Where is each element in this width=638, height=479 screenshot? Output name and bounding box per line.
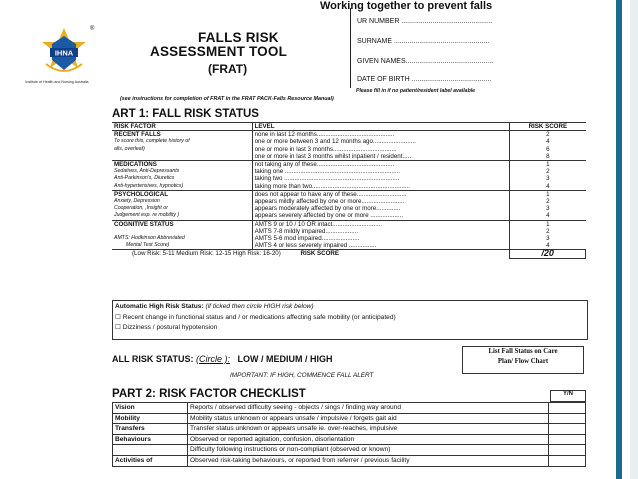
svg-text:IHNA: IHNA — [54, 48, 74, 58]
risk-status-options[interactable]: LOW / MEDIUM / HIGH — [237, 354, 333, 364]
checklist-value: Observed risk-taking behaviours, or reported from referrer / previous facility — [188, 455, 549, 466]
table-row — [112, 190, 586, 198]
auto-high-item-functional[interactable]: ☐ Recent change in functional status and / or medications affecting safe mobility (or anticipated) — [115, 314, 396, 321]
level-text[interactable]: not taking any of these............................................. — [252, 161, 510, 169]
table-row — [113, 424, 586, 435]
level-score: 4 — [510, 138, 586, 145]
level-score: 2 — [510, 228, 586, 235]
checklist-value: Observed or reported agitation, confusion, disorientation — [188, 434, 549, 445]
left-panel — [0, 0, 108, 479]
surname-field[interactable]: SURNAME ................................................. — [357, 38, 490, 45]
factor-sub: Anxiety, Depression — [112, 198, 252, 205]
level-score: 2 — [510, 168, 586, 175]
checklist-key: Activities of — [113, 455, 188, 466]
instructions-note: (see instructions for completion of FRAT in the FRAT PACK-Falls Resource Manual) — [120, 96, 334, 102]
level-text[interactable]: AMTS 9 or 10 / 10 OR intact............................. — [252, 220, 510, 228]
ur-number-field[interactable]: UR NUMBER ............................................... — [357, 18, 493, 25]
table-row — [112, 153, 586, 161]
care-plan-box — [462, 346, 584, 374]
header-risk-factor: RISK FACTOR — [112, 123, 252, 131]
table-row — [112, 228, 586, 235]
auto-high-title: Automatic High Risk Status: — [115, 303, 204, 310]
level-text[interactable]: does not appear to have any of these............................. — [252, 190, 510, 198]
table-row — [112, 138, 586, 145]
factor-name: RECENT FALLS — [112, 131, 252, 139]
level-text[interactable]: appears severely affected by one or more ................... — [254, 212, 404, 220]
table-row — [113, 403, 586, 414]
level-text[interactable]: none in last 12 months............................................. — [252, 131, 510, 139]
factor-sub: Anti-hypertensives, hypnotics) — [112, 183, 252, 191]
checklist-key: Mobility — [113, 413, 188, 424]
patient-id-box — [350, 8, 591, 88]
risk-score-label: RISK SCORE — [300, 250, 340, 258]
auto-high-risk-box — [112, 300, 588, 340]
risk-bands: (Low Risk: 5-11 Medium Risk: 12-15 High Risk: 16-20) — [132, 250, 281, 258]
table-row — [112, 131, 586, 139]
level-score: 1 — [510, 190, 586, 198]
checklist-yn-cell[interactable] — [549, 403, 586, 414]
level-score: 6 — [510, 146, 586, 153]
registered-mark: ® — [90, 26, 95, 32]
level-score: 4 — [510, 212, 586, 220]
factor-sub: Anti-Parkinson's, Diuretics — [112, 175, 252, 182]
factor-sub: Sedatives, Anti-Depressants — [112, 168, 252, 175]
circle-instruction: (Circle ): — [196, 354, 231, 364]
title-line-3: (FRAT) — [208, 62, 248, 76]
auto-high-note: (if ticked then circle HIGH risk below) — [205, 303, 314, 310]
factor-name: COGNITIVE STATUS — [112, 220, 252, 228]
level-score: 4 — [510, 242, 586, 250]
patient-label-note: Please fill in if no patient/resident label available — [356, 88, 476, 94]
level-score: 4 — [510, 183, 586, 191]
checklist-value: Mobility status unknown or appears unsafe / impulsive / forgets gait aid — [188, 413, 549, 424]
factor-name: MEDICATIONS — [112, 161, 252, 169]
fall-risk-status-label: ALL RISK STATUS: — [112, 354, 194, 364]
table-row — [113, 434, 586, 445]
checklist-yn-cell[interactable] — [549, 413, 586, 424]
part1-heading: ART 1: FALL RISK STATUS — [112, 108, 259, 120]
level-text[interactable]: one or more in last 3 months..................................... — [254, 145, 397, 153]
risk-checklist-table — [112, 402, 586, 467]
checklist-yn-cell[interactable] — [549, 445, 586, 456]
checklist-value: Transfer status unknown or appears unsafe ie. over-reaches, impulsive — [188, 424, 549, 435]
checklist-yn-cell[interactable] — [549, 434, 586, 445]
table-row — [112, 235, 586, 242]
level-text[interactable]: one or more in last 3 months whilst inpatient / resident..... — [254, 152, 412, 160]
level-text[interactable]: appears moderately affected by one or more.............. — [254, 205, 401, 213]
checklist-value: Difficulty following instructions or non-compliant (observed or known) — [188, 445, 549, 456]
factor-name: PSYCHOLOGICAL — [112, 190, 252, 198]
factor-sub: alls, overleaf) — [112, 146, 252, 153]
level-score: 3 — [510, 175, 586, 182]
table-row — [112, 183, 586, 191]
care-plan-line-1: List Fall Status on Care — [488, 348, 558, 355]
factor-sub: AMTS: Hodkinson Abbreviated — [112, 235, 252, 242]
level-score: 3 — [510, 235, 586, 242]
table-row — [112, 205, 586, 212]
table-row — [112, 212, 586, 220]
checklist-key — [113, 445, 188, 456]
risk-score-total[interactable]: /20 — [510, 250, 586, 258]
level-text[interactable]: taking one ................................................................... — [254, 168, 401, 176]
header-risk-score: RISK SCORE — [510, 123, 586, 131]
checklist-key: Transfers — [113, 424, 188, 435]
table-row — [112, 146, 586, 153]
frat-document — [110, 0, 610, 479]
part2-heading: PART 2: RISK FACTOR CHECKLIST — [112, 388, 306, 400]
level-text[interactable]: AMTS 7-8 mildly impaired................... — [254, 227, 359, 235]
title-line-2: ASSESSMENT TOOL — [150, 44, 288, 59]
level-text[interactable]: one or more between 3 and 12 months ago......................... — [254, 138, 416, 146]
level-score: 1 — [510, 220, 586, 228]
institution-name: Institute of Health and Nursing Australia — [25, 80, 89, 84]
level-text[interactable]: taking two ................................................................... — [254, 175, 400, 183]
table-row — [112, 198, 586, 205]
table-row — [112, 168, 586, 175]
title-line-1: FALLS RISK — [198, 30, 279, 45]
checklist-yn-cell[interactable] — [549, 424, 586, 435]
level-score: 1 — [510, 161, 586, 169]
level-score: 8 — [510, 153, 586, 161]
accent-bar-light — [630, 0, 638, 479]
fall-risk-table — [112, 122, 586, 259]
level-text[interactable]: AMTS 5-6 mod impaired...................... — [254, 235, 360, 243]
level-score: 2 — [510, 198, 586, 205]
care-plan-line-2: Plan/ Flow Chart — [497, 358, 549, 365]
level-score: 3 — [510, 205, 586, 212]
ihna-logo-icon — [36, 26, 95, 78]
table-row — [112, 220, 586, 228]
table-row — [112, 242, 586, 250]
table-row — [113, 445, 586, 456]
table-row — [113, 413, 586, 424]
fall-risk-status-line — [112, 354, 333, 364]
given-names-field[interactable]: GIVEN NAMES............................................. — [357, 58, 494, 65]
table-row — [112, 175, 586, 182]
level-score: 2 — [510, 131, 586, 139]
checklist-value: Reports / observed difficulty seeing - objects / sings / finding way around — [188, 403, 549, 414]
yn-header: Y/N — [550, 390, 586, 402]
checklist-yn-cell[interactable] — [549, 455, 586, 466]
risk-score-row — [112, 250, 586, 258]
important-notice: IMPORTANT: IF HIGH, COMMENCE FALL ALERT — [230, 372, 374, 379]
level-text[interactable]: AMTS 4 or less severely impaired ................ — [254, 242, 377, 250]
checklist-key: Behaviours — [113, 434, 188, 445]
factor-sub: To score this, complete history of — [112, 138, 252, 145]
table-row — [112, 161, 586, 169]
factor-sub: Judgement esp. re mobility ) — [112, 212, 252, 220]
checklist-key: Vision — [113, 403, 188, 414]
auto-high-item-dizziness[interactable]: ☐ Dizziness / postural hypotension — [115, 324, 218, 331]
header-level: LEVEL — [252, 123, 510, 131]
level-text[interactable]: taking more than two......................................................... — [254, 182, 411, 190]
factor-sub: Mental Test Score) — [112, 242, 252, 250]
level-text[interactable]: appears mildly affected by one or more......................... — [254, 198, 405, 206]
factor-sub: Cooperation, ,Insight or — [112, 205, 252, 212]
accent-bar — [616, 0, 622, 479]
banner-slogan: Working together to prevent falls — [320, 0, 493, 12]
table-row — [113, 455, 586, 466]
date-of-birth-field[interactable]: DATE OF BIRTH ......................................... — [357, 76, 492, 83]
